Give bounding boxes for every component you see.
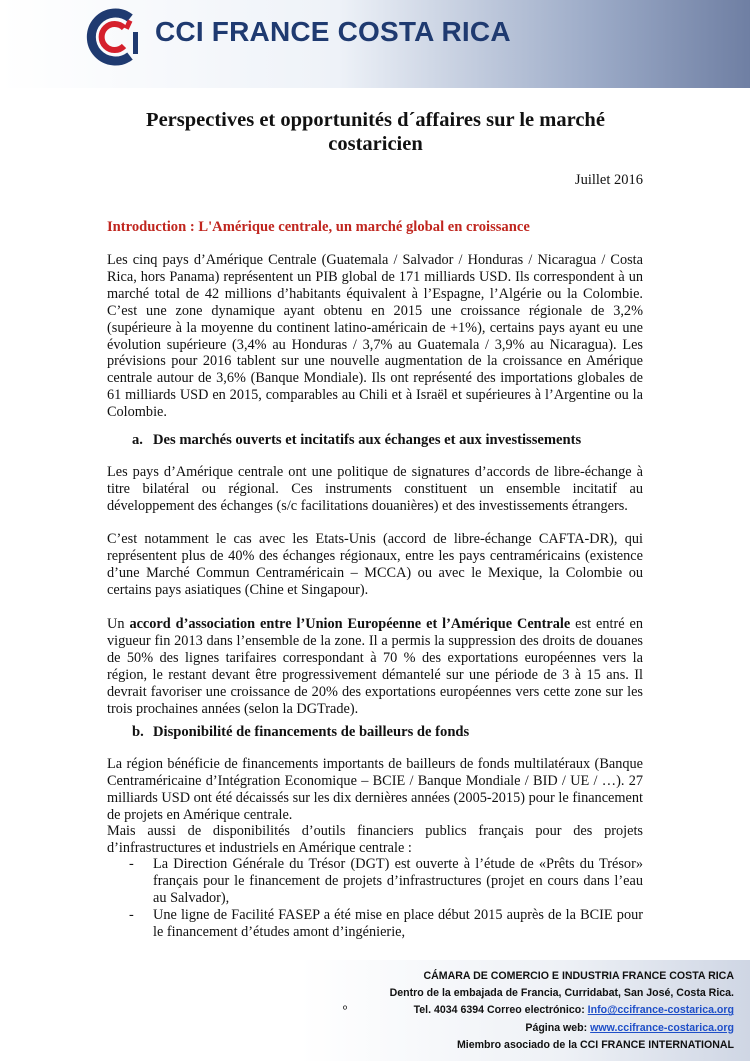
footer-tel: Tel. 4034 6394 Correo electrónico: bbox=[413, 1004, 588, 1017]
footer-address: Dentro de la embajada de Francia, Curridabat, San José, Costa Rica. bbox=[389, 987, 734, 1000]
section-b-title: Disponibilité de financements de bailleurs de fonds bbox=[153, 724, 470, 740]
footer-contact bbox=[314, 1002, 734, 1019]
footer-org: CÁMARA DE COMERCIO E INDUSTRIA FRANCE COSTA RICA bbox=[423, 970, 734, 982]
footer-web-link[interactable]: www.ccifrance-costarica.org bbox=[590, 1021, 734, 1034]
footer bbox=[314, 968, 734, 1054]
section-a-paragraph-1: Les pays d’Amérique centrale ont une politique de signatures d’accords de libre-échange à titre bilatéral ou régional. Ces instruments constituent un ensemble incitatif au développement des échanges (s/c facilitations douanières) et des investissements étrangers. bbox=[107, 464, 643, 514]
document-date: Juillet 2016 bbox=[574, 172, 643, 188]
section-a-label: a. bbox=[132, 432, 143, 448]
document-title: Perspectives et opportunités d´affaires sur le marché costaricien bbox=[146, 109, 605, 155]
intro-heading: Introduction : L'Amérique centrale, un marché global en croissance bbox=[107, 219, 530, 235]
footer-member: Miembro asociado de la CCI FRANCE INTERNATIONAL bbox=[456, 1038, 734, 1051]
list-item bbox=[107, 907, 643, 941]
p3-rest: est entré en vigueur fin 2013 dans l’ensemble de la zone. Il a permis la suppression des droits de douanes de 50% des lignes tarifaires correspondant à 70 % des exportations européennes vers la région, le restant devant être progressivement démantelé sur une période de 3 à 15 ans. Il devrait favoriser une croissance de 20% des exportations européennes vers cette zone sur les trois prochaines années (selon la DGTrade). bbox=[107, 616, 644, 717]
section-b-paragraph-2: Mais aussi de disponibilités d’outils financiers publics français pour des projets d’infrastructures et industriels en Amérique centrale : bbox=[107, 823, 643, 856]
footer-web-label: Página web: bbox=[525, 1021, 591, 1034]
bullet-text: La Direction Générale du Trésor (DGT) est ouverte à l’étude de «Prêts du Trésor» français pour le financement de projets d’infrastructures (projet en cours dans l’eau au Salvador), bbox=[153, 856, 643, 906]
section-b-bullet-list bbox=[107, 856, 643, 941]
bullet-marker: - bbox=[129, 906, 134, 923]
section-b-paragraph-1: La région bénéficie de financements importants de bailleurs de fonds multilatéraux (Banque Centraméricaine d’Intégration Economique – BCIE / Banque Mondiale / BID / UE / …). 27 milliards USD ont été décaissés sur les dix dernières années (2005-2015) pour le financement de projets en Amérique centrale. bbox=[107, 756, 643, 823]
page-marker: º bbox=[343, 1004, 348, 1016]
bullet-marker: - bbox=[129, 856, 134, 872]
footer-email-link[interactable]: Info@ccifrance-costarica.org bbox=[587, 1004, 734, 1017]
section-a-title: Des marchés ouverts et incitatifs aux échanges et aux investissements bbox=[153, 432, 582, 448]
section-a-paragraph-3 bbox=[107, 616, 643, 717]
section-a-paragraph-2: C’est notamment le cas avec les Etats-Unis (accord de libre-échange CAFTA-DR), qui représentent plus de 40% des échanges régionaux, entre les pays centraméricains (existence d’une Marché Commun Centraméricain – MCCA) ou avec le Mexique, la Colombie ou certains pays asiatiques (Chine et Singapour). bbox=[107, 531, 643, 598]
list-item bbox=[107, 856, 643, 907]
p3-prefix: Un bbox=[107, 616, 130, 632]
cci-logo-icon bbox=[84, 6, 146, 68]
intro-paragraph: Les cinq pays d’Amérique Centrale (Guatemala / Salvador / Honduras / Nicaragua / Costa Rica, hors Panama) représentent un PIB global de 171 milliards USD. Ils correspondent à un marché total de 42 millions d’habitants équivalent à l’Espagne, l’Algérie ou la Colombie. C’est une zone dynamique ayant obtenu en 2015 une croissance régionale de 3,2% (supérieure à la moyenne du continent latino-américain de +1%), certains pays ayant eu une évolution supérieure (3,4% au Honduras / 3,7% au Guatemala / 3,9% au Nicaragua). Les prévisions pour 2016 tablent sur une nouvelle augmentation de la croissance en Amérique centrale autour de 3,6% (Banque Mondiale). Ils ont représenté des importations globales de 61 milliards USD en 2015, comparables au Chili et à Israël et supérieures à l’Argentine ou la Colombie. bbox=[107, 252, 643, 421]
bullet-text: Une ligne de Facilité FASEP a été mise en place début 2015 auprès de la BCIE pour le financement d’études amont d’ingénierie, bbox=[153, 906, 643, 940]
p3-bold: accord d’association entre l’Union Européenne et l’Amérique Centrale bbox=[129, 616, 571, 632]
footer-web bbox=[314, 1020, 734, 1037]
section-b-label: b. bbox=[132, 724, 144, 740]
brand-name: CCI FRANCE COSTA RICA bbox=[155, 16, 511, 47]
